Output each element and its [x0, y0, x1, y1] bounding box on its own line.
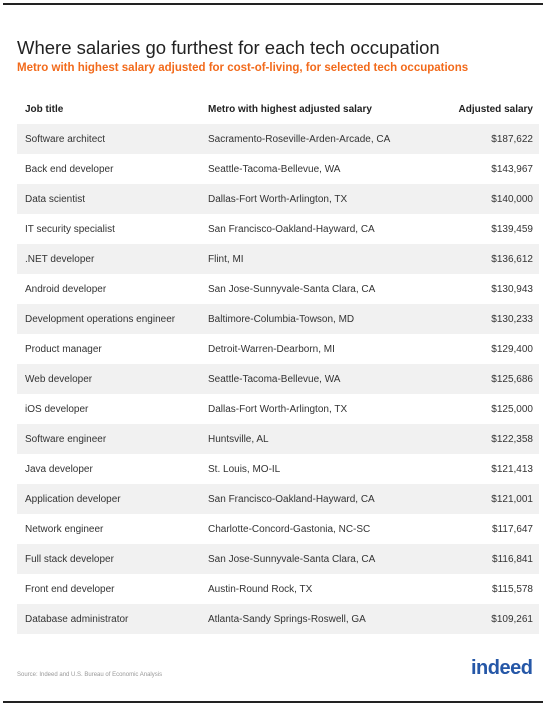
metro-cell: Austin-Round Rock, TX [200, 574, 427, 604]
indeed-logo: indeed [471, 657, 533, 679]
table-row [17, 154, 539, 184]
adjusted-salary-cell: $187,622 [427, 124, 539, 154]
adjusted-salary-cell: $129,400 [427, 334, 539, 364]
chart-frame [3, 3, 543, 703]
adjusted-salary-cell: $140,000 [427, 184, 539, 214]
column-header-job-title: Job title [25, 103, 64, 115]
adjusted-salary-cell: $121,413 [427, 454, 539, 484]
column-header-metro: Metro with highest adjusted salary [208, 103, 372, 115]
metro-cell: Seattle-Tacoma-Bellevue, WA [200, 364, 427, 394]
table-row [17, 274, 539, 304]
table-row [17, 604, 539, 634]
job-title-cell: Software engineer [17, 424, 200, 454]
chart-title: Where salaries go furthest for each tech occupation [17, 37, 440, 58]
job-title-cell: Front end developer [17, 574, 200, 604]
table-row [17, 484, 539, 514]
job-title-cell: Software architect [17, 124, 200, 154]
table-row [17, 304, 539, 334]
job-title-cell: Web developer [17, 364, 200, 394]
metro-cell: Baltimore-Columbia-Towson, MD [200, 304, 427, 334]
job-title-cell: Database administrator [17, 604, 200, 634]
metro-cell: Seattle-Tacoma-Bellevue, WA [200, 154, 427, 184]
table-row [17, 124, 539, 154]
table-header-row [17, 94, 539, 124]
adjusted-salary-cell: $115,578 [427, 574, 539, 604]
chart-subtitle: Metro with highest salary adjusted for cost-of-living, for selected tech occupations [17, 62, 469, 74]
metro-cell: San Francisco-Oakland-Hayward, CA [200, 484, 427, 514]
metro-cell: Sacramento-Roseville-Arden-Arcade, CA [200, 124, 427, 154]
metro-cell: San Jose-Sunnyvale-Santa Clara, CA [200, 274, 427, 304]
job-title-cell: Java developer [17, 454, 200, 484]
job-title-cell: IT security specialist [17, 214, 200, 244]
job-title-cell: Network engineer [17, 514, 200, 544]
adjusted-salary-cell: $121,001 [427, 484, 539, 514]
salary-table [17, 94, 539, 634]
job-title-cell: .NET developer [17, 244, 200, 274]
job-title-cell: Android developer [17, 274, 200, 304]
metro-cell: Charlotte-Concord-Gastonia, NC-SC [200, 514, 427, 544]
metro-cell: Flint, MI [200, 244, 427, 274]
adjusted-salary-cell: $125,686 [427, 364, 539, 394]
adjusted-salary-cell: $125,000 [427, 394, 539, 424]
table-body [17, 124, 539, 634]
job-title-cell: Product manager [17, 334, 200, 364]
table-row [17, 424, 539, 454]
metro-cell: San Francisco-Oakland-Hayward, CA [200, 214, 427, 244]
table-row [17, 184, 539, 214]
table-row [17, 394, 539, 424]
metro-cell: St. Louis, MO-IL [200, 454, 427, 484]
table-row [17, 214, 539, 244]
metro-cell: Detroit-Warren-Dearborn, MI [200, 334, 427, 364]
adjusted-salary-cell: $122,358 [427, 424, 539, 454]
job-title-cell: Data scientist [17, 184, 200, 214]
adjusted-salary-cell: $130,943 [427, 274, 539, 304]
adjusted-salary-cell: $136,612 [427, 244, 539, 274]
metro-cell: Dallas-Fort Worth-Arlington, TX [200, 394, 427, 424]
adjusted-salary-cell: $116,841 [427, 544, 539, 574]
table-row [17, 514, 539, 544]
job-title-cell: iOS developer [17, 394, 200, 424]
adjusted-salary-cell: $139,459 [427, 214, 539, 244]
job-title-cell: Development operations engineer [17, 304, 200, 334]
adjusted-salary-cell: $117,647 [427, 514, 539, 544]
metro-cell: Dallas-Fort Worth-Arlington, TX [200, 184, 427, 214]
job-title-cell: Back end developer [17, 154, 200, 184]
job-title-cell: Application developer [17, 484, 200, 514]
table-row [17, 334, 539, 364]
table-row [17, 544, 539, 574]
table-row [17, 454, 539, 484]
adjusted-salary-cell: $130,233 [427, 304, 539, 334]
table-row [17, 244, 539, 274]
metro-cell: San Jose-Sunnyvale-Santa Clara, CA [200, 544, 427, 574]
metro-cell: Atlanta-Sandy Springs-Roswell, GA [200, 604, 427, 634]
job-title-cell: Full stack developer [17, 544, 200, 574]
table-row [17, 574, 539, 604]
metro-cell: Huntsville, AL [200, 424, 427, 454]
adjusted-salary-cell: $109,261 [427, 604, 539, 634]
table-row [17, 364, 539, 394]
column-header-adjusted-salary: Adjusted salary [458, 103, 533, 115]
source-note: Source: Indeed and U.S. Bureau of Economic Analysis [17, 672, 163, 678]
adjusted-salary-cell: $143,967 [427, 154, 539, 184]
